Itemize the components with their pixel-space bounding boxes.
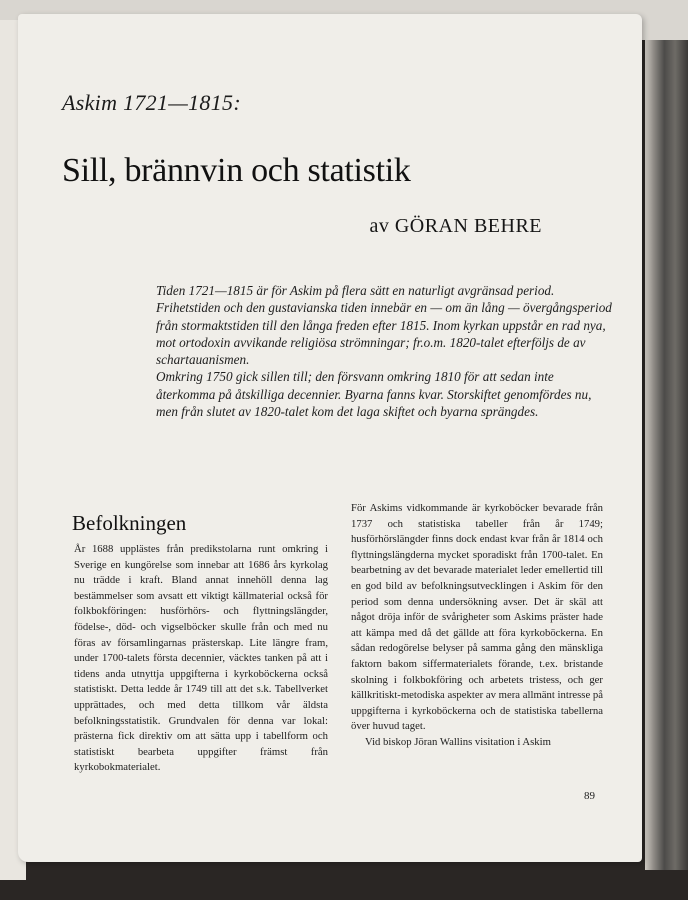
book-edge: [645, 40, 688, 870]
article-kicker: Askim 1721—1815:: [62, 90, 241, 115]
abstract-paragraph: Omkring 1750 gick sillen till; den försvann omkring 1810 för att sedan inte återkomma på åtskilliga decennier. Byarna fanns kvar. Storskiftet genomfördes nu, men från slutet av 1820-talet kom det laga skiftet och byarna sprängdes.: [156, 369, 592, 420]
section-heading: Befolkningen: [72, 511, 187, 535]
body-paragraph: För Askims vidkommande är kyrkoböcker bevarade från 1737 och statistiska tabeller från år 1749; husförhörslängder finns dock endast kvar från år 1814 och flyttningslängderna mycket sporadiskt från 1700-talet. En bearbetning av det bevarade materialet leder emellertid till en god bild av befolkningsutvecklingen i Askim för den period som denna undersökning avser. Det är skäl att något dröja inför de svårigheter som Askims präster hade att kämpa med då det gällde att föra kyrkoböckerna. En sådan redogörelse belyser på samma gång den mänskliga faktorn bakom siffermaterialets förande, t.ex. bristande skolning i folkbokföring och arbetets tristess, och ger källkritiskt-metodiska aspekter av mera allmänt intresse på uppgifterna i kyrkoböckerna och de statistiska tabellerna över huvud taget.: [351, 502, 603, 733]
book-page: [18, 14, 642, 862]
article-title: Sill, brännvin och statistik: [62, 152, 411, 189]
article-author: av GÖRAN BEHRE: [369, 215, 542, 237]
body-paragraph: Vid biskop Jöran Wallins visitation i Askim: [365, 735, 551, 748]
abstract-paragraph: Tiden 1721—1815 är för Askim på flera sätt en naturligt avgränsad period. Frihetstiden och den gustavianska tiden innebär en — om än lång — övergångsperiod från stormaktstiden till den långa freden efter 1815. Inom kyrkan uppstår en rad nya, mot ortodoxin avvikande religiösa strömningar; fr.o.m. 1820-talet efterföljs de av schartauanismen.: [156, 283, 612, 368]
left-column: [74, 542, 328, 776]
page-number: 89: [584, 790, 595, 802]
right-column: [351, 501, 603, 751]
body-paragraph: År 1688 upplästes från predikstolarna runt omkring i Sverige en kungörelse som innebar att 1686 års kyrkolag nu trädde i kraft. Bland annat innehöll denna lag bestämmelser som avsatt ett viktigt källmaterial också för folkbokföringen: husförhörs- och flyttningslängder, födelse-, död- och vigselböcker skulle från och med nu föras av församlingarnas prästerskap. Lite längre fram, under 1700-talets första decennier, väcktes tanken på att i tidens anda utnyttja uppgifterna i kyrkoböckerna också statistiskt. Detta ledde år 1749 till att det s.k. Tabellverket upprättades, och med detta tillkom vår äldsta befolkningsstatistik. Grundvalen för denna var lokal: prästerna fick direktiv om att sätta upp i tabellform och statistiskt bearbeta uppgifter främst från kyrkobokmaterialet.: [74, 543, 328, 774]
article-abstract: [156, 282, 612, 420]
